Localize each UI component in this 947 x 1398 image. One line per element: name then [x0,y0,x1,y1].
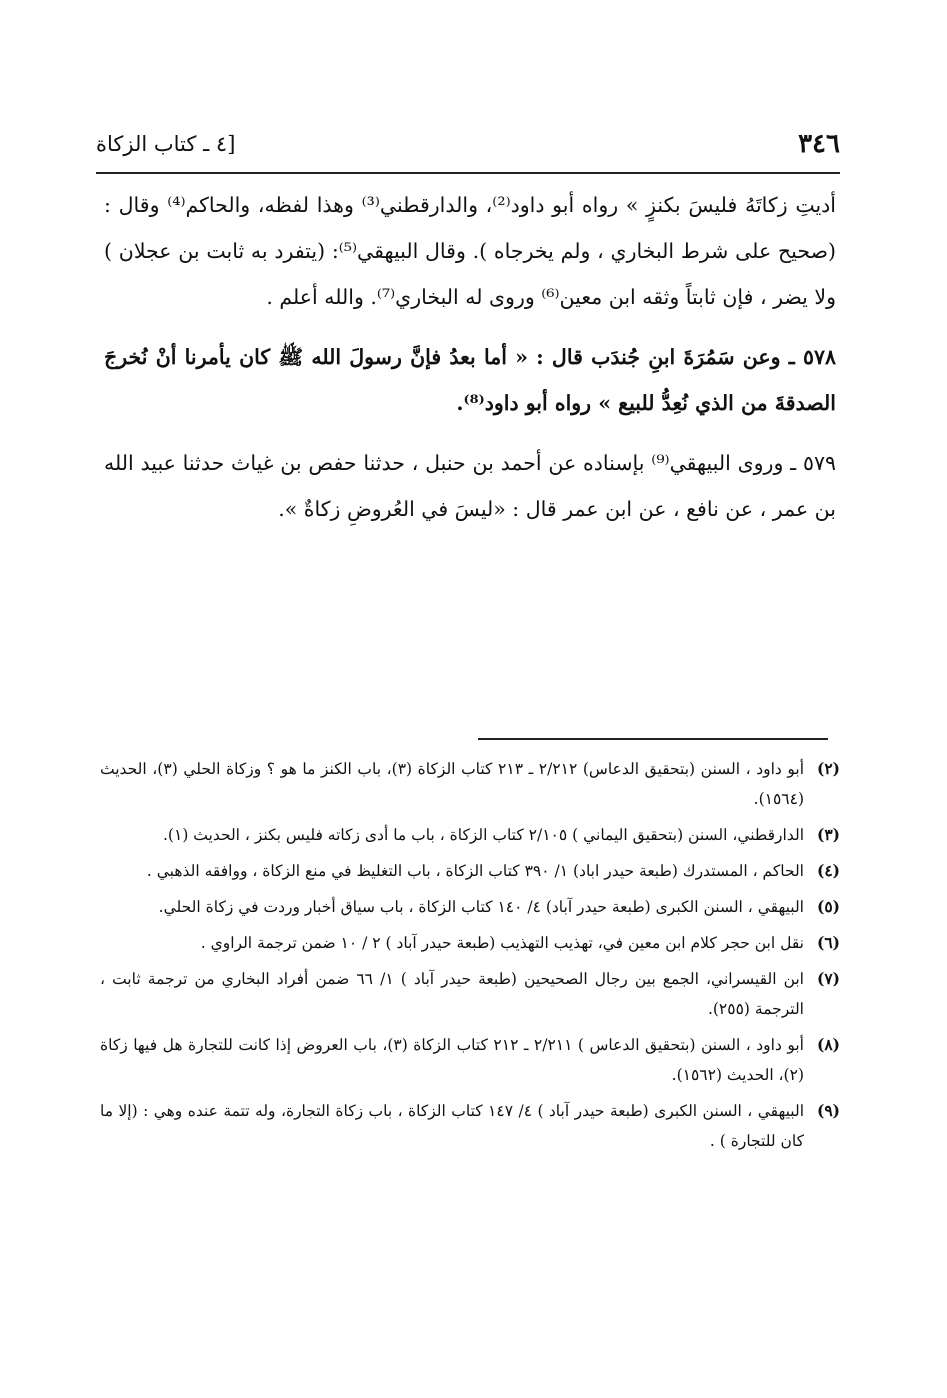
footnote-number: (٥) [816,897,840,916]
footnote-number: (٣) [816,825,840,844]
footnote-item [100,1030,840,1090]
hadith-579: ٥٧٩ ـ وروى البيهقي⁽⁹⁾ بإسناده عن أحمد بن حنبل ، حدثنا حفص بن غياث حدثنا عبيد الله بن عمر ، عن نافع ، عن ابن عمر قال : «ليسَ في العُروضِ زكاةٌ ». [104,451,836,521]
footnote-divider [478,738,828,740]
page-number: ٣٤٦ [798,129,840,159]
page-header [96,124,840,164]
footnote-item [100,964,840,1024]
footnote-text: نقل ابن حجر كلام ابن معين في، تهذيب التهذيب (طبعة حيدر آباد ) ٢ / ١٠ ضمن ترجمة الراوي . [200,934,804,952]
footnote-text: ابن القيسراني، الجمع بين رجال الصحيحين (طبعة حيدر آباد ) ١/ ٦٦ ضمن أفراد البخاري من ترجمة ثابت ، الترجمة (٢٥٥). [100,970,804,1018]
footnote-text: أبو داود ، السنن (بتحقيق الدعاس) ٢/٢١٢ ـ ٢١٣ كتاب الزكاة (٣)، باب الكنز ما هو ؟ وزكاة الحلي (٣)، الحديث (١٥٦٤). [100,760,805,808]
footnote-number: (٨) [816,1035,840,1054]
footnote-text: الحاكم ، المستدرك (طبعة حيدر اباد) ١/ ٣٩٠ كتاب الزكاة ، باب التغليظ في منع الزكاة ، ووافقه الذهبي . [146,862,804,880]
footnote-item [100,856,840,886]
paragraph-continuation: أديتِ زكاتَهُ فليسَ بكنزٍ » رواه أبو داود⁽²⁾، والدارقطني⁽³⁾ وهذا لفظه، والحاكم⁽⁴⁾ وقال : (صحيح على شرط البخاري ، ولم يخرجاه ). وقال البيهقي⁽⁵⁾: (يتفرد به ثابت بن عجلان ) ولا يضر ، فإن ثابتاً وثقه ابن معين⁽⁶⁾ وروى له البخاري⁽⁷⁾. والله أعلم . [104,193,836,309]
footnote-item [100,820,840,850]
chapter-title: [٤ ـ كتاب الزكاة [96,132,236,156]
footnote-number: (٦) [816,933,840,952]
footnote-number: (٩) [816,1101,840,1120]
footnote-text: الدارقطني، السنن (بتحقيق اليماني ) ٢/١٠٥ كتاب الزكاة ، باب ما أدى زكاته فليس بكنز ، الحديث (١). [163,826,804,844]
hadith-578: ٥٧٨ ـ وعن سَمُرَةَ ابنِ جُندَب قال : « أما بعدُ فإنَّ رسولَ الله ﷺ كان يأمرنا أنْ نُخرجَ الصدقةَ من الذي نُعِدُّ للبيع » رواه أبو داود⁽⁸⁾. [104,345,836,415]
main-text [104,182,836,532]
footnote-number: (٧) [816,969,840,988]
footnotes [100,754,840,1162]
footnote-text: البيهقي ، السنن الكبرى (طبعة حيدر آباد ) ٤/ ١٤٧ كتاب الزكاة ، باب زكاة التجارة، وله تتمة عنده وهي : (إلا ما كان للتجارة ) . [100,1102,804,1150]
footnote-text: البيهقي ، السنن الكبرى (طبعة حيدر آباد) ٤/ ١٤٠ كتاب الزكاة ، باب سياق أخبار وردت في زكاة الحلي. [158,898,804,916]
footnote-item [100,1096,840,1156]
header-divider [96,172,840,174]
footnote-text: أبو داود ، السنن (بتحقيق الدعاس ) ٢/٢١١ ـ ٢١٢ كتاب الزكاة (٣)، باب العروض إذا كانت للتجارة هل فيها زكاة (٢)، الحديث (١٥٦٢). [100,1036,804,1084]
footnote-item [100,892,840,922]
footnote-item [100,928,840,958]
footnote-number: (٤) [816,861,840,880]
footnote-number: (٢) [816,759,840,778]
footnote-item [100,754,840,814]
